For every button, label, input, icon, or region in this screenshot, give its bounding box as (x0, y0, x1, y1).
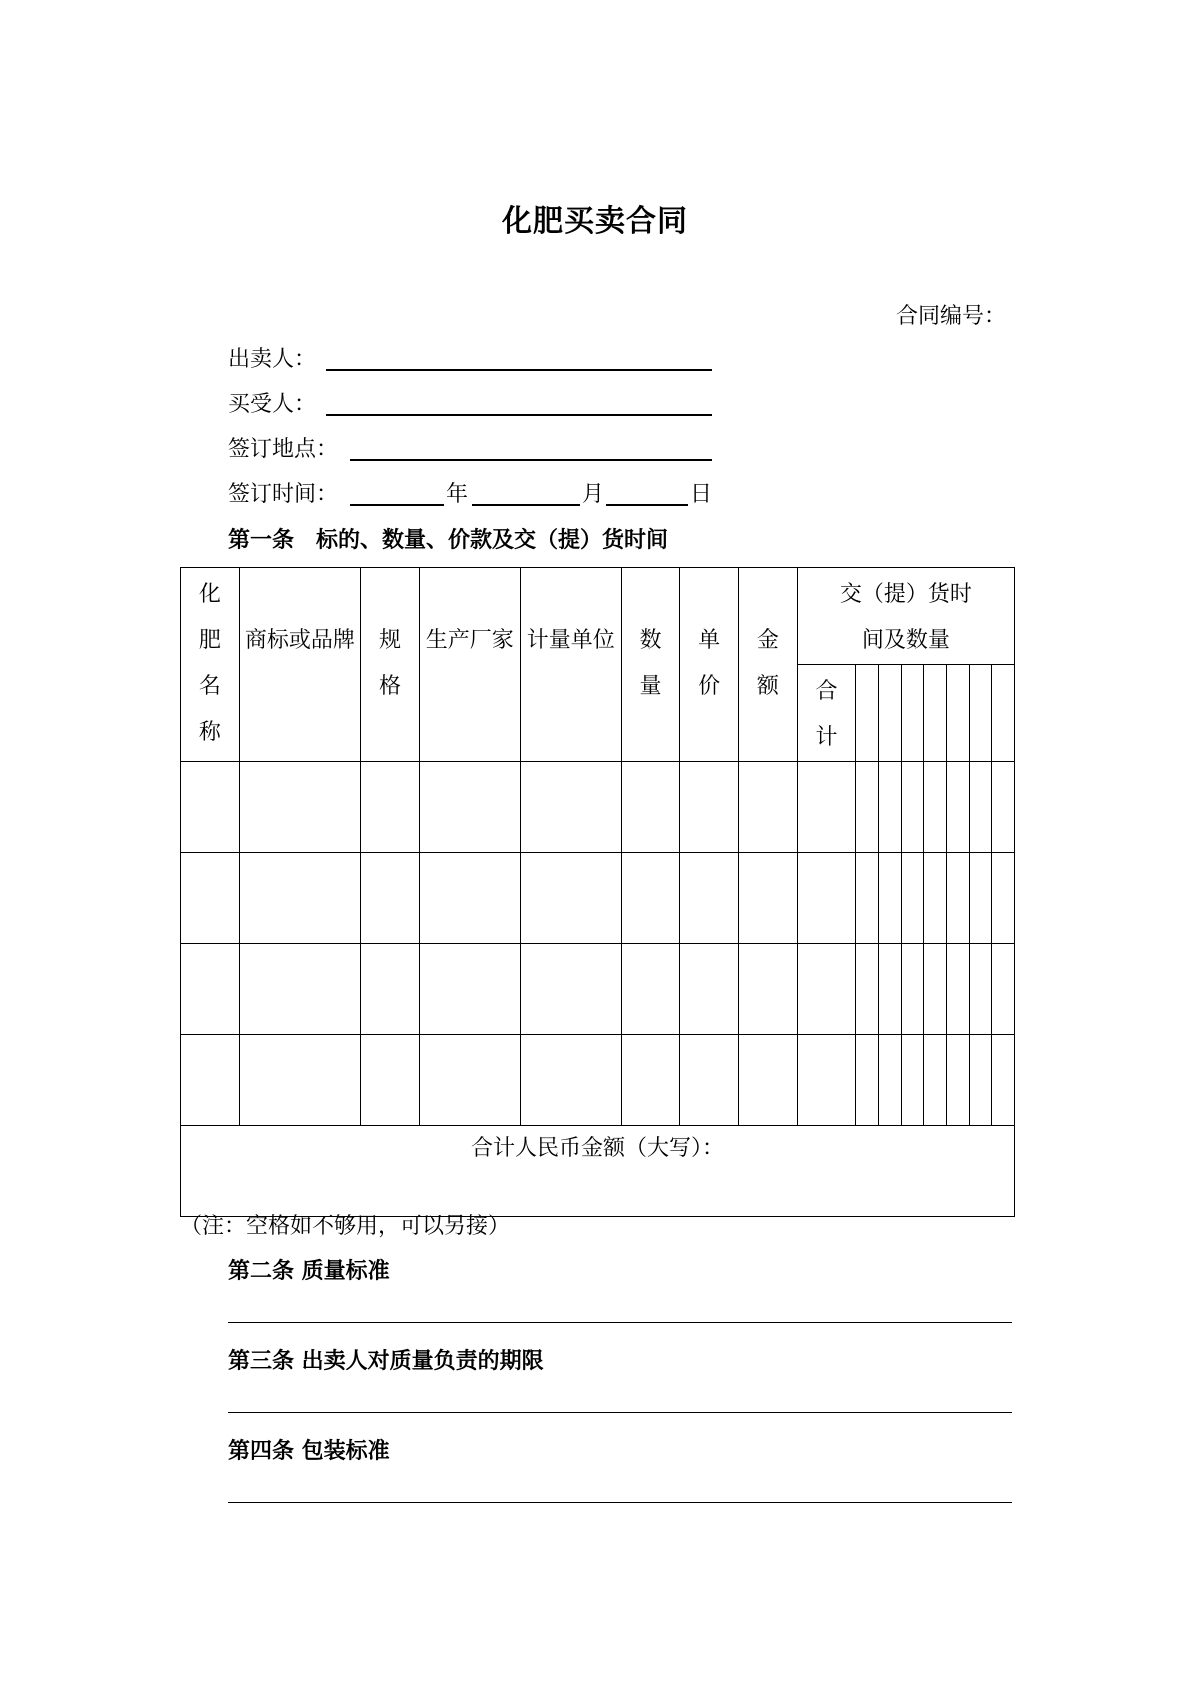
table-cell[interactable] (621, 1035, 680, 1126)
table-cell[interactable] (239, 853, 360, 944)
article-3-heading: 第三条 出卖人对质量负责的期限 (228, 1349, 544, 1374)
header-unit-price: 单价 (680, 568, 739, 762)
total-amount-label: 合计人民币金额（大写）： (470, 1136, 724, 1161)
year-label: 年 (446, 482, 469, 507)
table-cell[interactable] (924, 1035, 947, 1126)
document-title: 化肥买卖合同 (502, 204, 688, 239)
header-spec: 规格 (361, 568, 420, 762)
table-cell[interactable] (239, 762, 360, 853)
article-4-heading: 第四条 包装标准 (228, 1439, 390, 1464)
table-cell[interactable] (739, 853, 798, 944)
header-delivery-slot (992, 665, 1015, 762)
table-cell[interactable] (992, 1035, 1015, 1126)
table-cell[interactable] (924, 762, 947, 853)
header-delivery-slot (946, 665, 969, 762)
table-cell[interactable] (856, 944, 879, 1035)
table-cell[interactable] (879, 944, 902, 1035)
table-cell[interactable] (879, 853, 902, 944)
table-cell[interactable] (520, 1035, 621, 1126)
table-cell[interactable] (361, 853, 420, 944)
table-cell[interactable] (621, 853, 680, 944)
table-cell[interactable] (739, 762, 798, 853)
table-cell[interactable] (520, 762, 621, 853)
table-cell[interactable] (739, 944, 798, 1035)
month-label: 月 (582, 482, 605, 507)
table-cell[interactable] (419, 853, 520, 944)
table-cell[interactable] (946, 944, 969, 1035)
table-cell[interactable] (797, 762, 856, 853)
table-cell[interactable] (621, 762, 680, 853)
header-manufacturer: 生产厂家 (419, 568, 520, 762)
table-cell[interactable] (520, 853, 621, 944)
article-1-heading: 第一条 标的、数量、价款及交（提）货时间 (228, 528, 669, 553)
table-cell[interactable] (739, 1035, 798, 1126)
table-cell[interactable] (992, 853, 1015, 944)
day-label: 日 (690, 482, 713, 507)
header-brand: 商标或品牌 (239, 568, 360, 762)
table-cell[interactable] (797, 853, 856, 944)
table-cell[interactable] (361, 1035, 420, 1126)
table-cell[interactable] (969, 762, 992, 853)
table-cell[interactable] (797, 1035, 856, 1126)
table-cell[interactable] (239, 1035, 360, 1126)
table-cell[interactable] (901, 762, 924, 853)
table-cell[interactable] (992, 944, 1015, 1035)
table-cell[interactable] (621, 944, 680, 1035)
seller-label: 出卖人： (228, 347, 317, 372)
signing-place-label: 签订地点： (228, 437, 339, 462)
table-cell[interactable] (181, 944, 240, 1035)
table-cell[interactable] (419, 944, 520, 1035)
table-cell[interactable] (901, 1035, 924, 1126)
table-row (181, 853, 1015, 944)
table-cell[interactable] (856, 1035, 879, 1126)
header-delivery-time: 交（提）货时间及数量 (797, 568, 1014, 665)
table-cell[interactable] (969, 944, 992, 1035)
article-2-field[interactable] (228, 1322, 1012, 1323)
table-row (181, 1035, 1015, 1126)
table-cell[interactable] (856, 762, 879, 853)
table-cell[interactable] (680, 762, 739, 853)
article-2-heading: 第二条 质量标准 (228, 1259, 390, 1284)
table-cell[interactable] (181, 1035, 240, 1126)
table-cell[interactable] (680, 1035, 739, 1126)
table-cell[interactable] (946, 1035, 969, 1126)
contract-number-label: 合同编号： (896, 304, 1007, 329)
goods-table (180, 567, 1015, 1217)
header-subtotal: 合计 (797, 665, 856, 762)
header-fertilizer-name: 化肥名称 (181, 568, 240, 762)
table-cell[interactable] (239, 944, 360, 1035)
table-cell[interactable] (856, 853, 879, 944)
header-delivery-slot (901, 665, 924, 762)
article-4-field[interactable] (228, 1502, 1012, 1503)
table-cell[interactable] (901, 853, 924, 944)
table-cell[interactable] (992, 762, 1015, 853)
buyer-field[interactable] (326, 414, 712, 416)
header-delivery-slot (879, 665, 902, 762)
table-cell[interactable] (181, 762, 240, 853)
signing-time-label: 签订时间： (228, 482, 339, 507)
table-cell[interactable] (924, 944, 947, 1035)
table-cell[interactable] (901, 944, 924, 1035)
table-cell[interactable] (181, 853, 240, 944)
table-cell[interactable] (680, 944, 739, 1035)
table-cell[interactable] (361, 944, 420, 1035)
signing-month-field[interactable] (472, 504, 580, 506)
table-cell[interactable] (946, 853, 969, 944)
table-cell[interactable] (797, 944, 856, 1035)
signing-place-field[interactable] (350, 459, 712, 461)
article-3-field[interactable] (228, 1412, 1012, 1413)
header-delivery-slot (924, 665, 947, 762)
table-row (181, 944, 1015, 1035)
table-cell[interactable] (419, 762, 520, 853)
table-cell[interactable] (419, 1035, 520, 1126)
header-unit: 计量单位 (520, 568, 621, 762)
table-cell[interactable] (969, 853, 992, 944)
header-delivery-slot (856, 665, 879, 762)
header-amount: 金额 (739, 568, 798, 762)
table-cell[interactable] (361, 762, 420, 853)
table-cell[interactable] (879, 1035, 902, 1126)
table-cell[interactable] (924, 853, 947, 944)
seller-field[interactable] (326, 369, 712, 371)
header-quantity: 数量 (621, 568, 680, 762)
table-cell[interactable] (680, 853, 739, 944)
buyer-label: 买受人： (228, 392, 317, 417)
total-amount-cell[interactable] (181, 1126, 1015, 1217)
header-delivery-slot (969, 665, 992, 762)
table-cell[interactable] (520, 944, 621, 1035)
table-cell[interactable] (969, 1035, 992, 1126)
signing-year-field[interactable] (350, 504, 444, 506)
table-cell[interactable] (879, 762, 902, 853)
signing-day-field[interactable] (606, 504, 688, 506)
table-row (181, 762, 1015, 853)
table-note: （注：空格如不够用，可以另接） (180, 1214, 511, 1239)
table-cell[interactable] (946, 762, 969, 853)
